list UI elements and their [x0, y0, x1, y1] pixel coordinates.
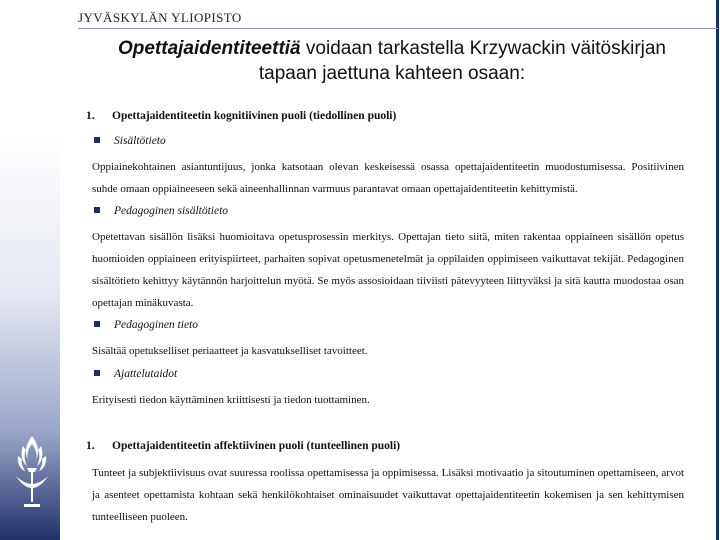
header-divider [78, 28, 718, 29]
bullet-item [94, 319, 198, 331]
right-border-line [716, 0, 719, 540]
slide-title [92, 36, 692, 86]
section-heading-affective [86, 440, 400, 452]
section-number: 1. [86, 440, 95, 452]
paragraph: Opetettavan sisällön lisäksi huomioitava opetusprosessin merkitys. Opettajan tieto siitä, miten rakentaa oppiaineen sisällön opetus huomioiden oppiaineen erityispiirteet, parhaiten sopivat opetusmenetelmät ja oppilaiden oppimiseen vaikuttavat tekijät. Pedagoginen sisältötieto kehittyy käytännön harjoittelun myötä. Se myös assosioidaan tiiviisti pätevyyteen liittyväksi ja sitä kautta muodostaa osan opettajan minäkuvasta. [92, 231, 684, 309]
bullet-item [94, 135, 166, 147]
bullet-item [94, 205, 228, 217]
square-bullet-icon [94, 137, 100, 143]
square-bullet-icon [94, 207, 100, 213]
bullet-label: Pedagoginen tieto [114, 319, 198, 331]
square-bullet-icon [94, 321, 100, 327]
section-heading-cognitive [86, 110, 396, 122]
section-heading-text: Opettajaidentiteetin kognitiivinen puoli (tiedollinen puoli) [112, 110, 397, 122]
square-bullet-icon [94, 370, 100, 376]
paragraph: Tunteet ja subjektiivisuus ovat suuressa roolissa opettamisessa ja oppimisessa. Lisäksi motivaatio ja sitoutuminen opettamiseen, arvot ja asenteet opettamista kohtaan sekä henkilökohtaiset ominaisuudet vaikuttavat opettajaidentiteetin kokemisen ja sen kehittymisen tunteelliseen puoleen. [92, 467, 684, 523]
paragraph: Sisältää opetukselliset periaatteet ja kasvatukselliset tavoitteet. [92, 345, 368, 357]
title-emphasis: Opettajaidentiteettiä [117, 38, 301, 59]
university-name: JYVÄSKYLÄN YLIOPISTO [78, 10, 242, 25]
bullet-item [94, 368, 177, 380]
section-heading-text: Opettajaidentiteetin affektiivinen puoli (tunteellinen puoli) [112, 440, 401, 452]
bullet-label: Sisältötieto [114, 135, 166, 147]
paragraph: Oppiainekohtainen asiantuntijuus, jonka katsotaan olevan keskeisessä osassa opettajaidentiteetin muodostumisessa. Positiivinen suhde omaan oppiaineeseen sekä aineenhallinnan varmuus parantavat omaan opettajaidentiteetin kehittymistä. [92, 161, 684, 195]
section-number: 1. [86, 110, 95, 122]
bullet-label: Ajattelutaidot [114, 368, 178, 380]
paragraph: Erityisesti tiedon käyttäminen kriittisesti ja tiedon tuottaminen. [92, 394, 370, 406]
bullet-label: Pedagoginen sisältötieto [114, 205, 229, 217]
university-torch-logo [12, 432, 52, 514]
title-rest: voidaan tarkastella Krzywackin väitöskirjan tapaan jaettuna kahteen osaan: [258, 38, 667, 84]
